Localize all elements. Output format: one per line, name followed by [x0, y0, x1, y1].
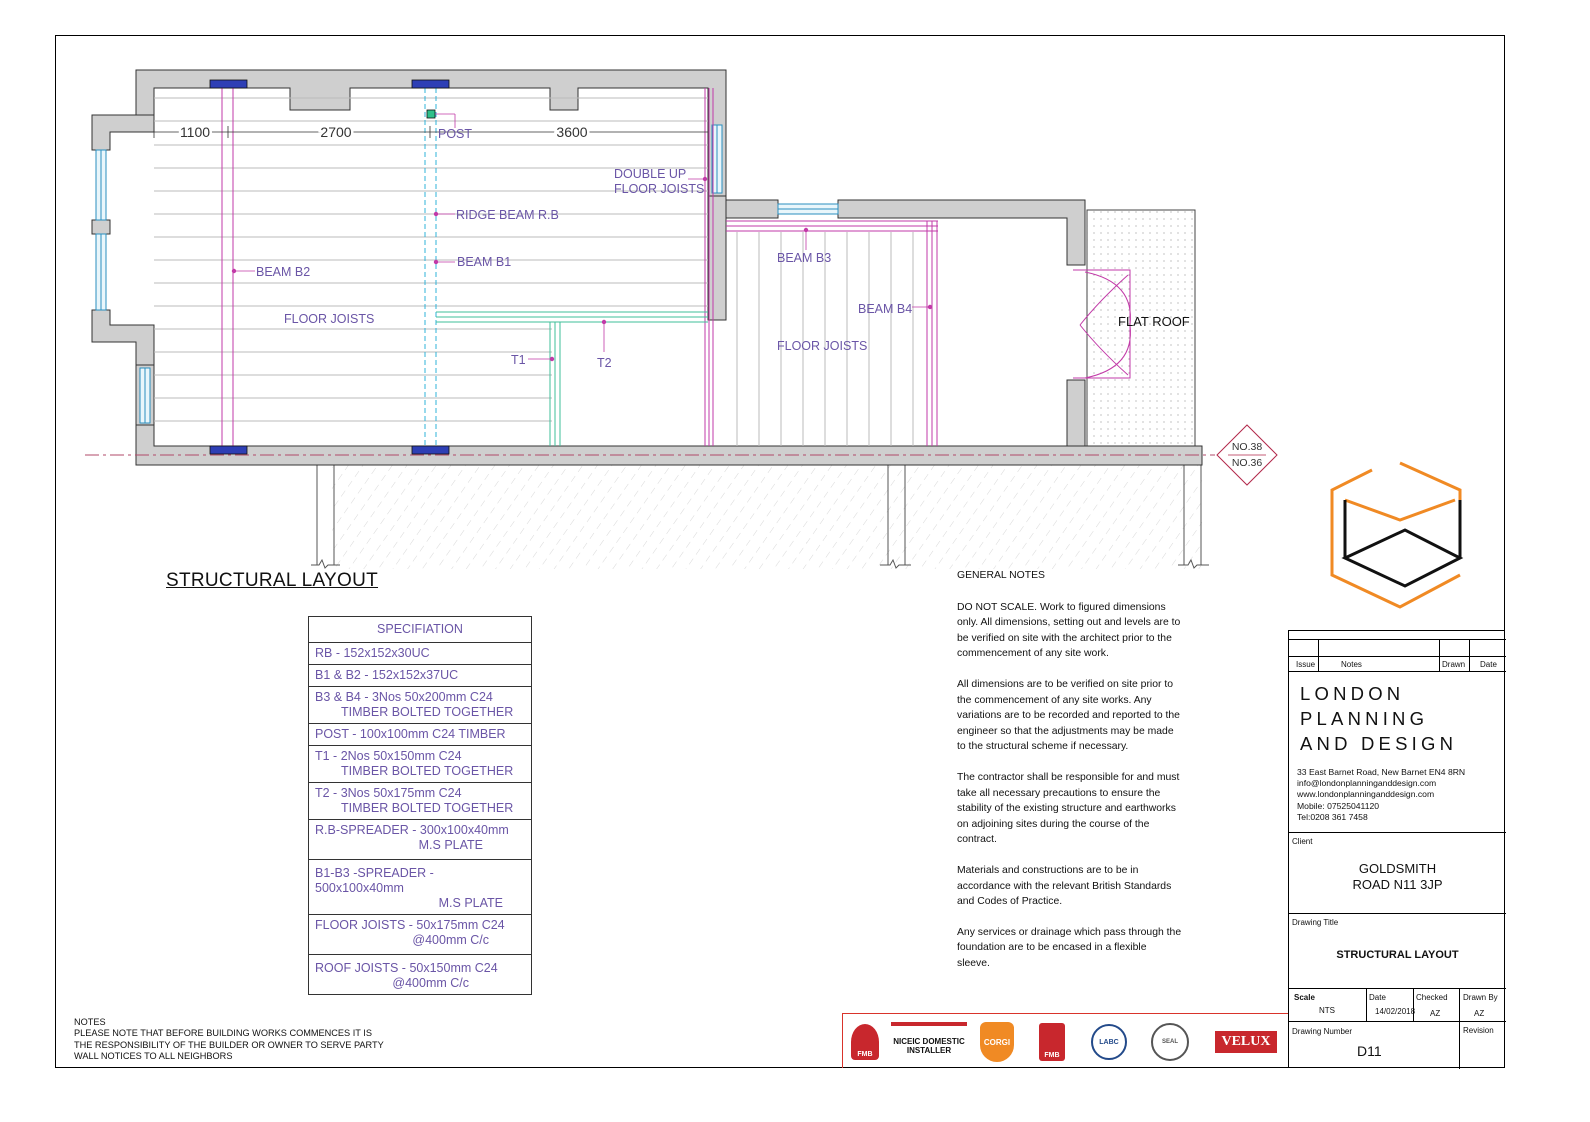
title-block	[1288, 630, 1505, 1068]
trimmers-t1-t2	[436, 312, 708, 446]
label-double-up: DOUBLE UP	[614, 167, 687, 181]
ridge-beam-b1	[425, 88, 436, 448]
spec-header: SPECIFIATION	[309, 617, 532, 643]
velux-logo: VELUX	[1213, 1022, 1279, 1062]
spec-row: FLOOR JOISTS - 50x175mm C24 @400mm C/c	[309, 915, 532, 955]
spec-row: T2 - 3Nos 50x175mm C24 TIMBER BOLTED TOGETHER	[309, 783, 532, 820]
label-beam-b1: BEAM B1	[457, 255, 512, 269]
spec-row: RB - 152x152x30UC	[309, 643, 532, 665]
label-no38: NO.38	[1231, 441, 1263, 453]
label-flat-roof: FLAT ROOF	[1118, 314, 1190, 329]
tb-notes: Notes	[1341, 660, 1362, 669]
label-t2: T2	[597, 356, 612, 370]
tb-drawing-number-label: Drawing Number	[1292, 1027, 1353, 1036]
spec-row: B1-B3 -SPREADER - 500x100x40mm M.S PLATE	[309, 860, 532, 915]
company-name: LONDON PLANNING AND DESIGN	[1300, 683, 1458, 754]
tb-client: GOLDSMITH ROAD N11 3JP	[1352, 861, 1443, 892]
notes-line: THE RESPONSIBILITY OF THE BUILDER OR OWNER TO SERVE PARTY	[74, 1039, 384, 1050]
seal-logo: SEAL	[1149, 1022, 1191, 1062]
specification-table	[308, 616, 532, 995]
general-note: The contractor shall be responsible for and must take all necessary precautions to ensure the stability of the existing structure and earthworks on adjoining sites during the course of the contract.	[957, 771, 1180, 846]
fmb-logo: FMB	[849, 1022, 881, 1062]
label-double-up-joists: FLOOR JOISTS	[614, 182, 705, 196]
label-post: POST	[438, 127, 473, 141]
dimension-line	[154, 126, 708, 138]
general-note: All dimensions are to be verified on site prior to the commencement of any site works. Any variations are to be recorded and reported to the engineer so that the adjustments may be made to the structural scheme if necessary.	[957, 678, 1180, 753]
label-floor-joists-right: FLOOR JOISTS	[777, 339, 868, 353]
tb-scale: NTS	[1319, 1006, 1335, 1015]
label-t1: T1	[511, 353, 526, 367]
label-ridge-beam: RIDGE BEAM R.B	[456, 208, 559, 222]
ground-hatch	[332, 465, 1202, 569]
tb-client-label: Client	[1292, 837, 1313, 846]
floor-joists-left	[154, 98, 708, 421]
dim-1100: 1100	[179, 124, 211, 140]
label-no36: NO.36	[1231, 457, 1263, 469]
notes-heading: NOTES	[74, 1017, 106, 1027]
tb-drawn: Drawn	[1442, 660, 1466, 669]
post-marker	[427, 110, 435, 118]
labc-logo: LABC	[1089, 1022, 1129, 1062]
tb-issue: Issue	[1296, 660, 1316, 669]
dim-2700: 2700	[320, 124, 352, 140]
spec-row: R.B-SPREADER - 300x100x40mm M.S PLATE	[309, 820, 532, 860]
company-address: 33 East Barnet Road, New Barnet EN4 8RN info@londonplanninganddesign.com www.londonplanninganddesign.com Mobile: 07525041120 Tel:0208 361 7458	[1297, 767, 1466, 822]
accreditation-logos	[842, 1013, 1288, 1068]
tb-scale-label: Scale	[1294, 993, 1315, 1002]
notes-line: WALL NOTICES TO ALL NEIGHBORS	[74, 1050, 233, 1061]
label-beam-b4: BEAM B4	[858, 302, 913, 316]
spec-row: ROOF JOISTS - 50x150mm C24 @400mm C/c	[309, 955, 532, 995]
spec-row: B3 & B4 - 3Nos 50x200mm C24 TIMBER BOLTED TOGETHER	[309, 687, 532, 724]
dim-3600: 3600	[556, 124, 588, 140]
windows	[96, 125, 838, 423]
tb-drawing-number: D11	[1357, 1043, 1382, 1059]
tb-date: Date	[1480, 660, 1497, 669]
party-wall-notes	[74, 1017, 384, 1062]
label-floor-joists-left: FLOOR JOISTS	[284, 312, 375, 326]
general-note: Materials and constructions are to be in accordance with the relevant British Standards and Codes of Practice.	[957, 864, 1172, 908]
label-beam-b2: BEAM B2	[256, 265, 311, 279]
page-title: STRUCTURAL LAYOUT	[166, 570, 379, 591]
tb-checked-label: Checked	[1416, 993, 1448, 1002]
niceic-logo: NICEIC DOMESTIC INSTALLER	[891, 1022, 967, 1066]
label-beam-b3: BEAM B3	[777, 251, 832, 265]
general-notes-heading: GENERAL NOTES	[957, 570, 1045, 581]
tb-drawing-title-label: Drawing Title	[1292, 918, 1339, 927]
spec-row: T1 - 2Nos 50x150mm C24 TIMBER BOLTED TOGETHER	[309, 746, 532, 783]
general-notes	[957, 568, 1182, 986]
house-number-marker	[1217, 425, 1277, 485]
tb-drawnby-label: Drawn By	[1463, 993, 1498, 1002]
tb-date-label: Date	[1369, 993, 1386, 1002]
corgi-logo: CORGI	[979, 1022, 1015, 1062]
tb-revision-label: Revision	[1463, 1026, 1494, 1035]
spec-row: POST - 100x100mm C24 TIMBER	[309, 724, 532, 746]
general-note: DO NOT SCALE. Work to figured dimensions only. All dimensions, setting out and levels are to be verified on site with the architect prior to the commencement of any site work.	[957, 601, 1181, 660]
notes-line: PLEASE NOTE THAT BEFORE BUILDING WORKS COMMENCES IT IS	[74, 1028, 372, 1039]
general-note: Any services or drainage which pass through the foundation are to be encased in a flexible sleeve.	[957, 926, 1182, 969]
fmb-shield-logo: FMB	[1037, 1022, 1067, 1062]
tb-drawing-title: STRUCTURAL LAYOUT	[1336, 949, 1459, 961]
tb-checked: AZ	[1430, 1009, 1441, 1018]
company-logo-icon	[1332, 463, 1460, 607]
tb-date-value: 14/02/2018	[1375, 1007, 1416, 1016]
spec-row: B1 & B2 - 152x152x37UC	[309, 665, 532, 687]
tb-drawnby: AZ	[1474, 1009, 1485, 1018]
beams	[222, 86, 938, 448]
